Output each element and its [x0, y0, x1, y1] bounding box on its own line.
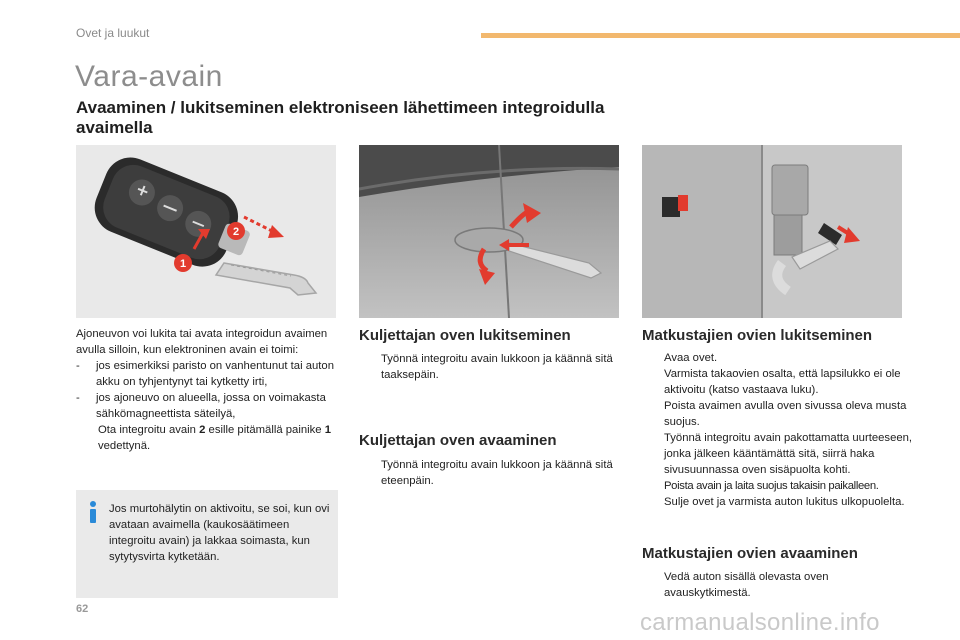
driver-unlock-title: Kuljettajan oven avaaminen — [359, 432, 557, 449]
page-subtitle: Avaaminen / lukitseminen elektroniseen lähettimeen integroidulla avaimella — [76, 98, 605, 137]
passenger-lock-list — [642, 350, 918, 510]
bullet-item: Vedä auton sisällä olevasta oven avauskytkimestä. — [664, 571, 829, 599]
bullet-item: Avaa ovet. — [664, 352, 718, 364]
info-icon — [85, 500, 101, 524]
driver-lock-title: Kuljettajan oven lukitseminen — [359, 327, 571, 344]
figure-key-fob — [76, 145, 336, 318]
left-column-text — [76, 326, 338, 454]
figure-passenger-door-latch — [642, 145, 902, 318]
bullet-item: Poista avaimen avulla oven sivussa oleva musta suojus. — [664, 400, 907, 428]
driver-lock-list — [359, 351, 621, 383]
driver-door-illustration — [359, 145, 619, 318]
passenger-unlock-list — [642, 569, 918, 601]
key-ref-2: 2 — [199, 424, 206, 436]
bullet-item: Työnnä integroitu avain lukkoon ja käännä sitä eteenpäin. — [381, 459, 613, 487]
bullet-item: Sulje ovet ja varmista auton lukitus ulkopuolelta. — [664, 496, 905, 508]
dash-marker: - — [76, 392, 80, 404]
bullet-item: Työnnä integroitu avain lukkoon ja käännä sitä taaksepäin. — [381, 353, 613, 381]
bullet-item: Ota integroitu avain 2 esille pitämällä painike 1 vedettynä. — [98, 424, 332, 452]
info-box — [76, 490, 338, 598]
dash-item: - jos ajoneuvo on alueella, jossa on voimakasta sähkömagneettista säteilyä, — [76, 392, 326, 420]
intro-paragraph: Ajoneuvon voi lukita tai avata integroidun avaimen avulla silloin, kun elektroninen avain ei toimi: — [76, 328, 328, 356]
driver-unlock-list — [359, 457, 621, 489]
dash-item: - jos esimerkiksi paristo on vanhentunut tai auton akku on tyhjentynyt tai kytketty irti, — [76, 360, 334, 388]
callout-2: 2 — [232, 226, 240, 238]
key-fob-illustration — [76, 145, 336, 318]
info-text: Jos murtohälytin on aktivoitu, se soi, kun ovi avataan avaimella (kaukosäätimeen integroitu avain) ja lakkaa soimasta, kun sytytysvirta kytketään. — [109, 503, 330, 563]
callout-1: 1 — [179, 258, 187, 270]
bullet-item: Varmista takaovien osalta, että lapsilukko ei ole aktivoitu (katso vastaava luku). — [664, 368, 901, 396]
passenger-unlock-title: Matkustajien ovien avaaminen — [642, 545, 858, 562]
header-section-title: Ovet ja luukut — [76, 26, 150, 40]
bullet-item: Työnnä integroitu avain pakottamatta uurteeseen, jonka jälkeen kääntämättä sitä, siirrä haka sivusuunnassa oven sisäpuolta kohti. — [664, 432, 913, 476]
figure-driver-door-lock — [359, 145, 619, 318]
page-number: 62 — [76, 603, 89, 615]
watermark: carmanualsonline.info — [640, 609, 880, 636]
button-ref-1: 1 — [324, 424, 332, 436]
dash-marker: - — [76, 360, 80, 372]
passenger-lock-title: Matkustajien ovien lukitseminen — [642, 327, 873, 344]
page-title: Vara-avain — [75, 60, 223, 93]
passenger-door-illustration — [642, 145, 902, 318]
bullet-item: Poista avain ja laita suojus takaisin paikalleen. — [664, 480, 879, 492]
header-accent-bar — [481, 33, 960, 38]
